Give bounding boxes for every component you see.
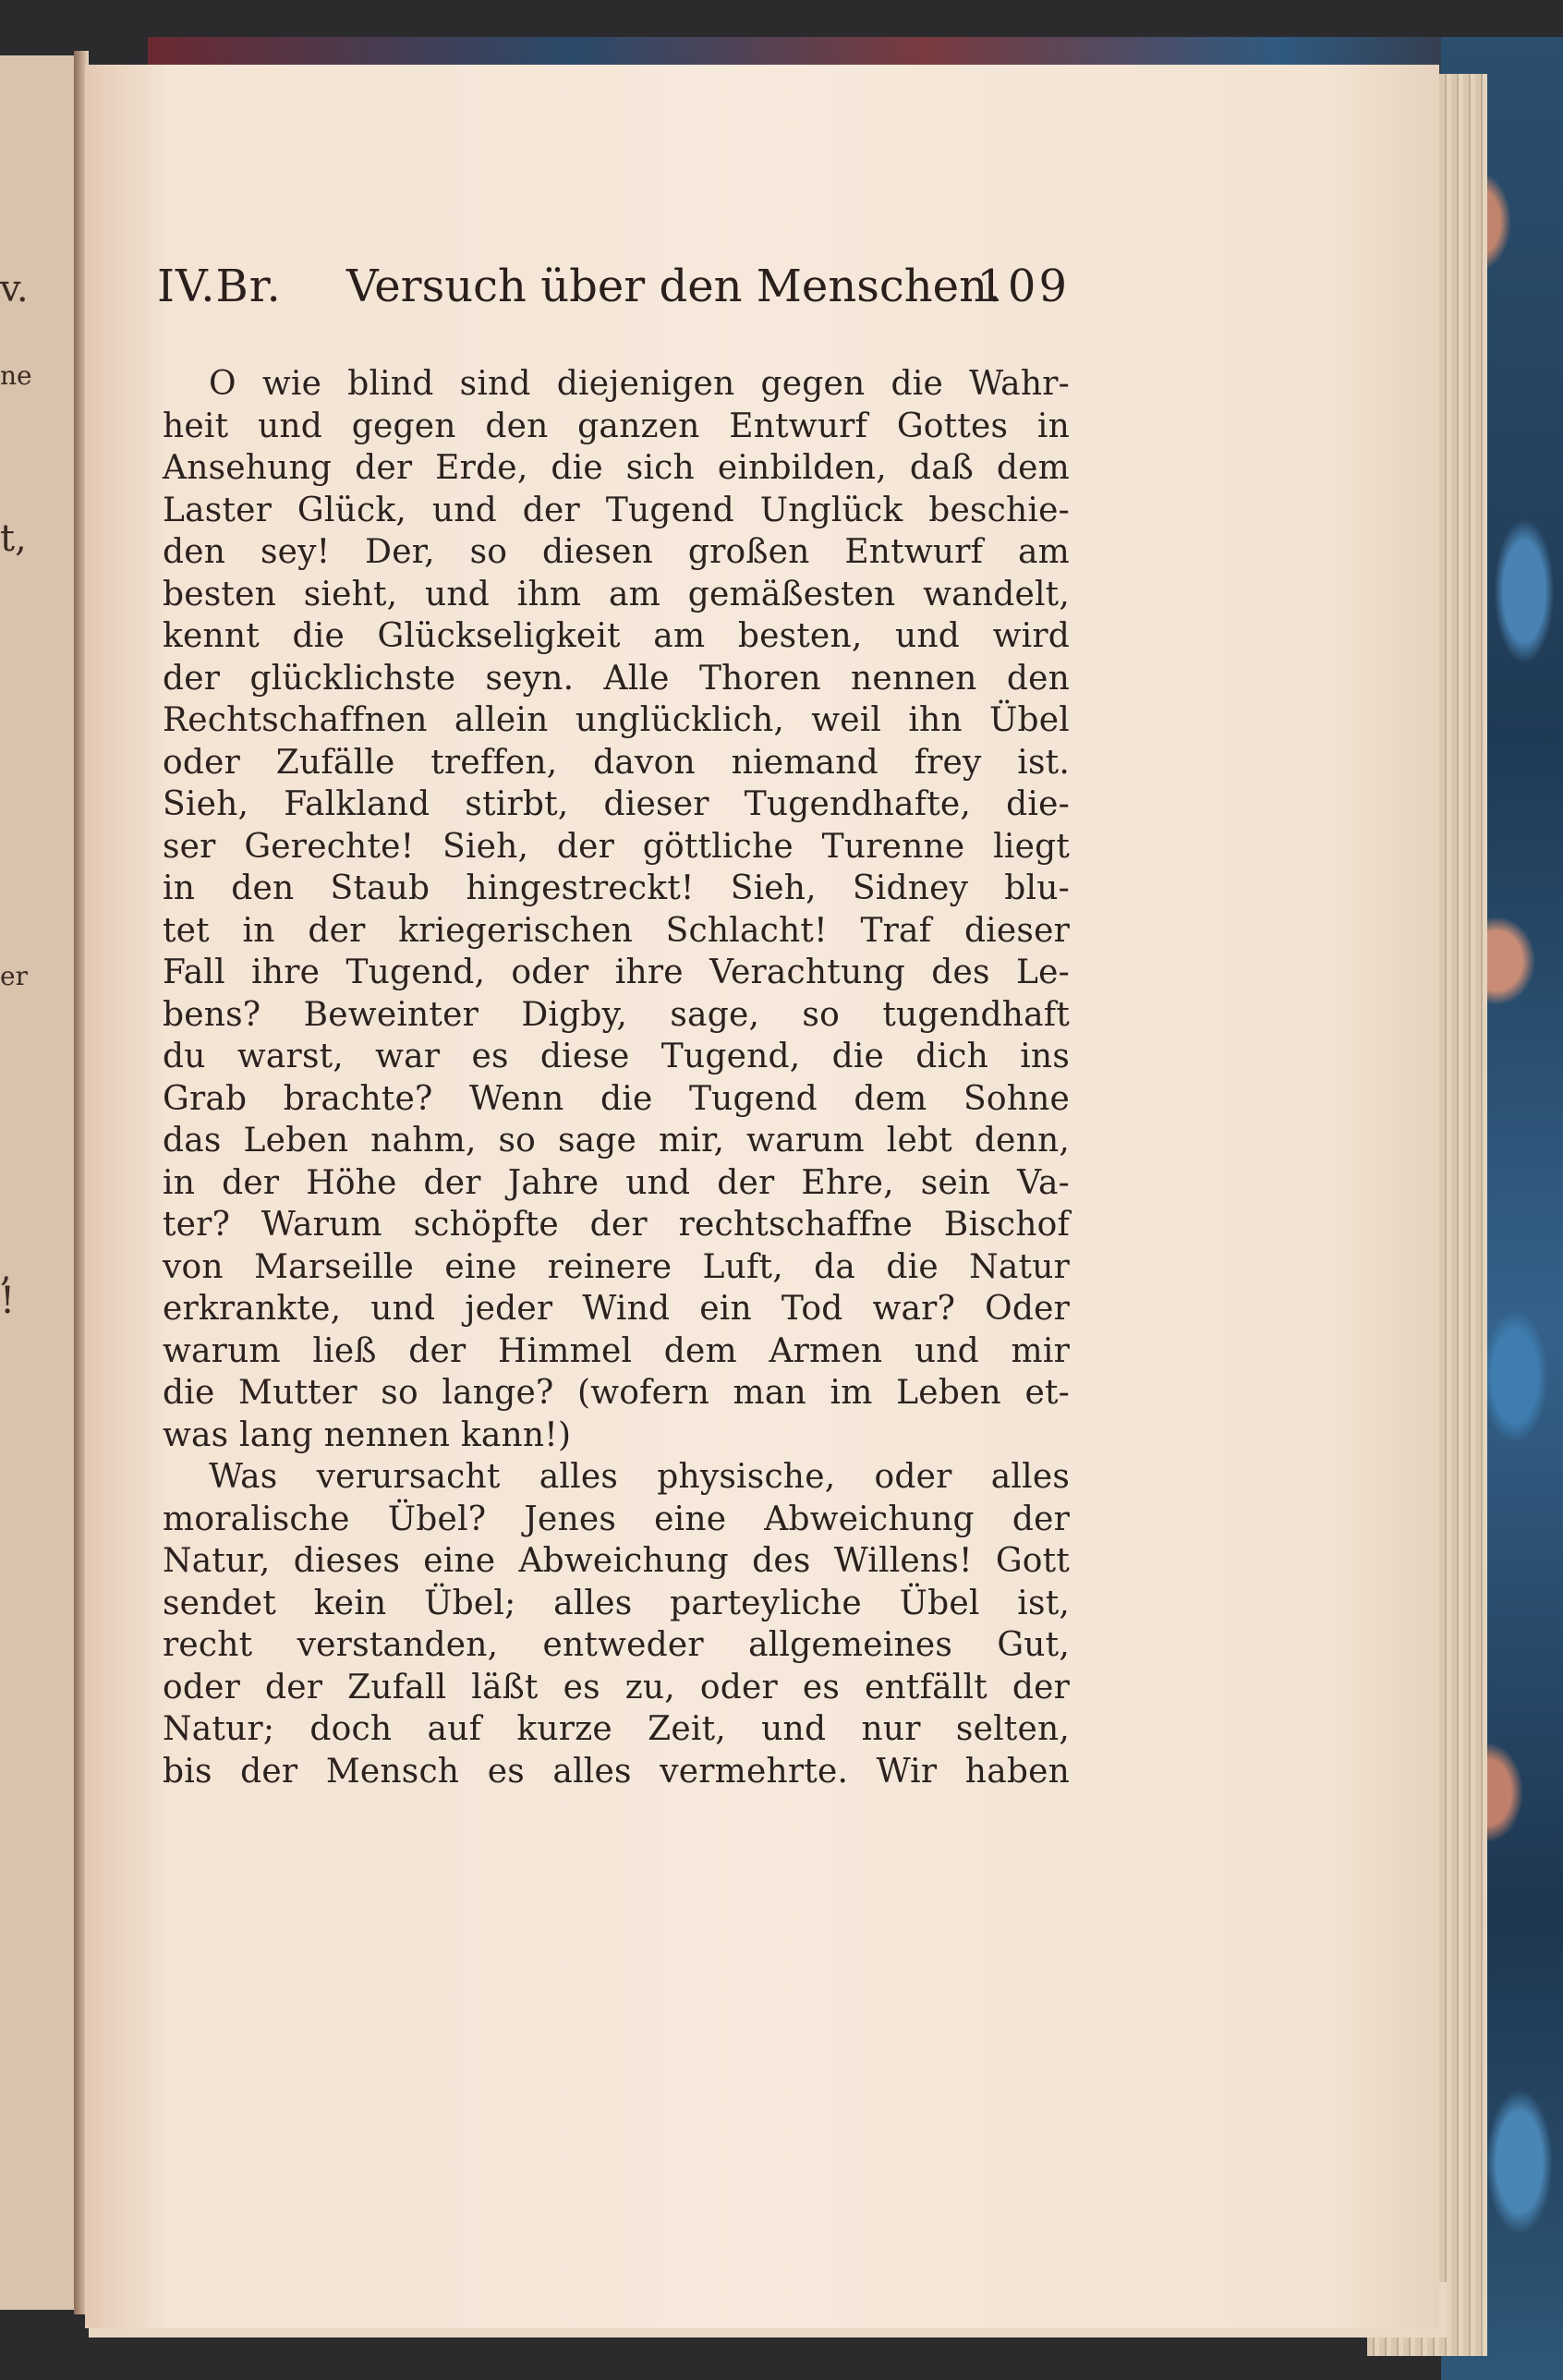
text-line: oder Zufälle treffen, davon niemand frey ist. [163,743,1070,782]
text-line: die Mutter so lange? (wofern man im Leben et- [163,1374,1070,1412]
text-line: erkrankte, und jeder Wind ein Tod war? Oder [163,1290,1070,1328]
text-line: besten sieht, und ihm am gemäßesten wandelt, [163,575,1070,613]
text-line: tet in der kriegerischen Schlacht! Traf dieser [163,911,1070,950]
text-line: der glücklichste seyn. Alle Thoren nennen den [163,659,1070,698]
text-line: bis der Mensch es alles vermehrte. Wir haben [163,1752,1070,1791]
left-fragment: v. [0,268,29,310]
left-fragment: , [0,1247,12,1290]
text-line: ser Gerechte! Sieh, der göttliche Turenne liegt [163,827,1070,866]
text-line: Grab brachte? Wenn die Tugend dem Sohne [163,1079,1070,1118]
header-title: Versuch über den Menschen. [346,261,1002,312]
text-line: Rechtschaffnen allein unglücklich, weil ihn Übel [163,701,1070,739]
left-fragment: ne [0,360,32,391]
text-line: Ansehung der Erde, die sich einbilden, daß dem [163,449,1070,487]
text-line: moralische Übel? Jenes eine Abweichung der [163,1500,1070,1538]
text-line: ter? Warum schöpfte der rechtschaffne Bischof [163,1206,1070,1244]
left-fragment: ! [0,1280,16,1322]
text-line: in der Höhe der Jahre und der Ehre, sein Va- [163,1163,1070,1202]
text-line: Fall ihre Tugend, oder ihre Verachtung des Le- [163,953,1070,991]
text-line: O wie blind sind diejenigen gegen die Wahr- [209,365,1070,403]
text-line: Was verursacht alles physische, oder alles [209,1458,1070,1496]
text-line: recht verstanden, entweder allgemeines Gut, [163,1626,1070,1664]
left-page-edge [0,55,85,2310]
text-line: was lang nennen kann!) [163,1415,572,1454]
left-fragment: t, [0,517,27,560]
text-line: von Marseille eine reinere Luft, da die Natur [163,1247,1070,1286]
page-number: 109 [976,261,1070,312]
text-line: heit und gegen den ganzen Entwurf Gottes in [163,407,1070,445]
text-line: Laster Glück, und der Tugend Unglück beschie- [163,491,1070,529]
body-text [163,363,1070,1792]
running-header [157,261,1070,325]
text-line: warum ließ der Himmel dem Armen und mir [163,1331,1070,1370]
text-line: Natur; doch auf kurze Zeit, und nur selten, [163,1710,1070,1748]
left-fragment: er [0,961,28,991]
text-line: kennt die Glückseligkeit am besten, und wird [163,617,1070,655]
text-line: in den Staub hingestreckt! Sieh, Sidney blu- [163,869,1070,907]
text-line: Natur, dieses eine Abweichung des Willens! Gott [163,1542,1070,1580]
text-line: das Leben nahm, so sage mir, warum lebt denn, [163,1122,1070,1160]
text-line: Sieh, Falkland stirbt, dieser Tugendhafte, die- [163,785,1070,823]
text-line: sendet kein Übel; alles parteyliche Übel ist, [163,1584,1070,1622]
text-line: oder der Zufall läßt es zu, oder es entfällt der [163,1668,1070,1706]
text-line: den sey! Der, so diesen großen Entwurf am [163,533,1070,571]
text-line: du warst, war es diese Tugend, die dich ins [163,1038,1070,1075]
header-section: IV.Br. [157,261,282,312]
text-line: bens? Beweinter Digby, sage, so tugendhaft [163,995,1070,1034]
